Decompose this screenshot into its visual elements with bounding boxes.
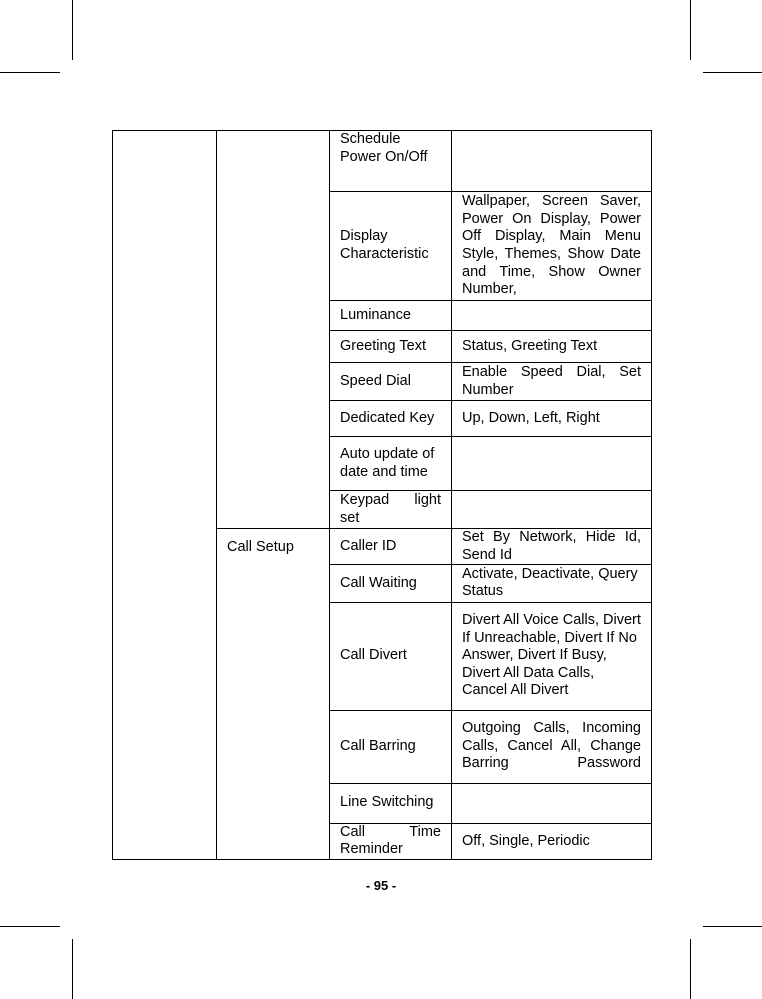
menu-level2-cell — [217, 131, 330, 529]
item-name: Keypad light set — [330, 491, 452, 529]
item-options: Outgoing Calls, Incoming Calls, Cancel All, Change Barring Password — [452, 710, 652, 783]
item-name: Line Switching — [330, 783, 452, 823]
crop-mark — [703, 72, 762, 73]
page-number: - 95 - — [365, 878, 397, 893]
item-name: Luminance — [330, 301, 452, 331]
item-name: Schedule Power On/Off — [330, 131, 452, 192]
menu-level1-cell — [113, 131, 217, 860]
item-name: Caller ID — [330, 529, 452, 565]
settings-menu-table — [112, 130, 652, 860]
item-options — [452, 301, 652, 331]
item-options: Set By Network, Hide Id, Send Id — [452, 529, 652, 565]
item-name: Display Characteristic — [330, 192, 452, 301]
item-name: Call Divert — [330, 602, 452, 710]
item-name: Auto update of date and time — [330, 437, 452, 491]
item-options: Enable Speed Dial, Set Number — [452, 363, 652, 401]
item-options: Wallpaper, Screen Saver, Power On Display, Power Off Display, Main Menu Style, Themes, Show Date and Time, Show Owner Number, — [452, 192, 652, 301]
item-name: Call Time Reminder — [330, 823, 452, 859]
crop-mark — [690, 0, 691, 60]
item-name: Call Barring — [330, 710, 452, 783]
item-name: Dedicated Key — [330, 401, 452, 437]
table-row — [113, 131, 652, 192]
crop-mark — [72, 939, 73, 999]
crop-mark — [690, 939, 691, 999]
item-options: Up, Down, Left, Right — [452, 401, 652, 437]
item-options: Activate, Deactivate, Query Status — [452, 565, 652, 602]
group-call-setup: Call Setup — [217, 529, 330, 860]
crop-mark — [72, 0, 73, 60]
crop-mark — [703, 926, 762, 927]
item-options — [452, 783, 652, 823]
item-options — [452, 131, 652, 192]
item-options: Divert All Voice Calls, Divert If Unreachable, Divert If No Answer, Divert If Busy, Divert All Data Calls, Cancel All Divert — [452, 602, 652, 710]
item-options — [452, 437, 652, 491]
item-options: Status, Greeting Text — [452, 331, 652, 363]
item-name: Call Waiting — [330, 565, 452, 602]
item-name: Speed Dial — [330, 363, 452, 401]
crop-mark — [0, 926, 60, 927]
item-name: Greeting Text — [330, 331, 452, 363]
item-options — [452, 491, 652, 529]
crop-mark — [0, 72, 60, 73]
item-options: Off, Single, Periodic — [452, 823, 652, 859]
